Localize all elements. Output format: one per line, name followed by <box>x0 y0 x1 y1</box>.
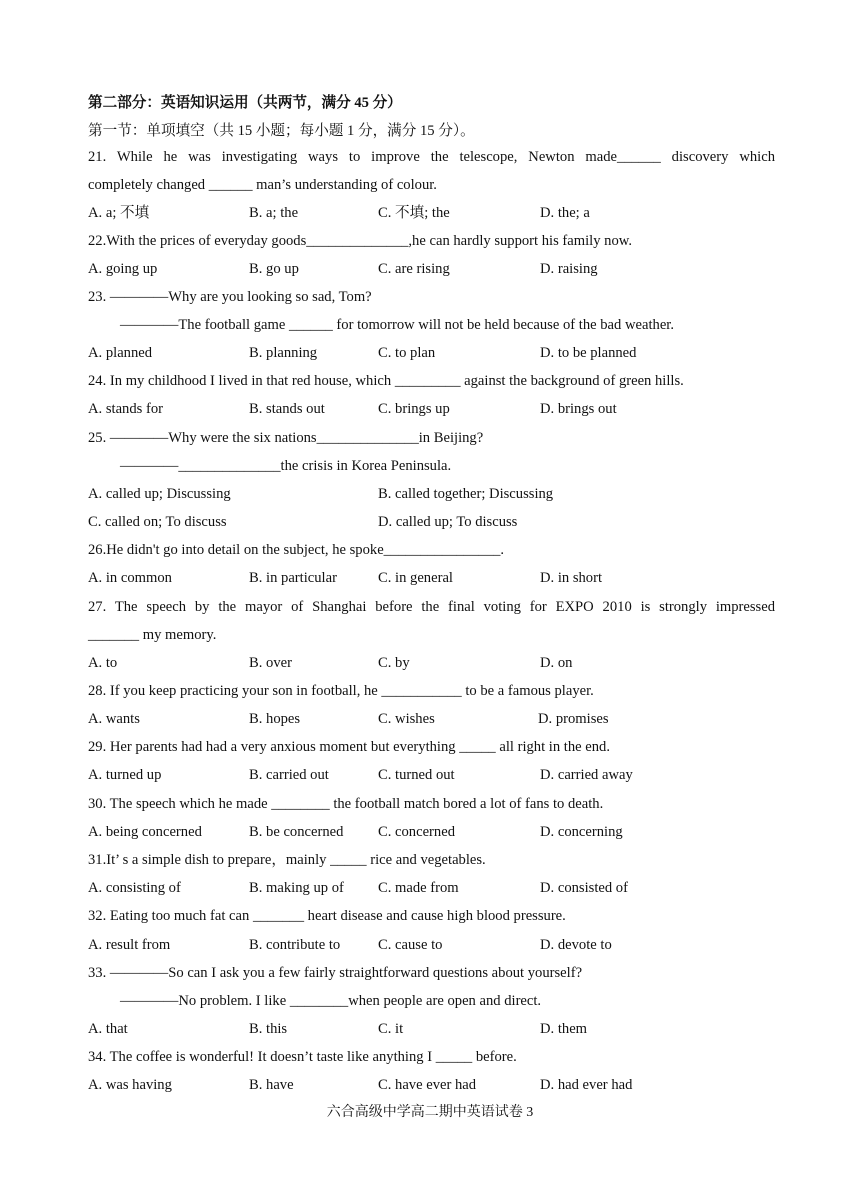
options-row <box>88 568 775 588</box>
page-footer: 六合高级中学高二期中英语试卷 3 <box>326 1105 534 1120</box>
option-b: B. called together; Discussing <box>378 486 554 502</box>
options-row <box>88 765 775 785</box>
question-text: 30. The speech which he made ________ the football match bored a lot of fans to death. <box>88 796 604 812</box>
option-a: A. was having <box>88 1077 172 1093</box>
question-text: 21. While he was investigating ways to improve the telescope, Newton made______ discovery which <box>88 149 775 165</box>
option-d: D. had ever had <box>540 1077 633 1093</box>
option-c: C. to plan <box>378 345 436 361</box>
option-c: C. made from <box>378 880 459 896</box>
option-a: A. called up; Discussing <box>88 486 231 502</box>
options-row <box>88 484 775 504</box>
option-b: B. hopes <box>249 711 301 727</box>
options-row <box>88 203 775 223</box>
option-c: C. have ever had <box>378 1077 477 1093</box>
options-row <box>88 822 775 842</box>
option-d: D. the; a <box>540 205 590 221</box>
option-d: D. consisted of <box>540 880 628 896</box>
option-d: D. on <box>540 655 573 671</box>
option-b: B. contribute to <box>249 937 341 953</box>
question-text: 33. ————So can I ask you a few fairly straightforward questions about yourself? <box>88 965 583 981</box>
option-c: C. in general <box>378 570 453 586</box>
question-text: ————No problem. I like ________when people are open and direct. <box>120 993 542 1009</box>
option-b: B. in particular <box>249 570 337 586</box>
option-d: D. raising <box>540 261 598 277</box>
option-a: A. to <box>88 655 118 671</box>
options-row <box>88 653 775 673</box>
option-b: B. be concerned <box>249 824 344 840</box>
question-text: 32. Eating too much fat can _______ heart disease and cause high blood pressure. <box>88 908 566 924</box>
question-text: 24. In my childhood I lived in that red house, which _________ against the background of green hills. <box>88 373 684 389</box>
question-text: 26.He didn't go into detail on the subject, he spoke________________. <box>88 542 505 558</box>
option-c: C. 不填; the <box>378 205 450 221</box>
options-row <box>88 1075 775 1095</box>
option-d: D. in short <box>540 570 603 586</box>
option-c: C. wishes <box>378 711 435 727</box>
options-row <box>88 935 775 955</box>
option-c: C. by <box>378 655 410 671</box>
option-d: D. brings out <box>540 401 617 417</box>
option-c: C. turned out <box>378 767 455 783</box>
option-c: C. brings up <box>378 401 450 417</box>
option-c: C. are rising <box>378 261 450 277</box>
option-b: B. have <box>249 1077 294 1093</box>
option-b: B. making up of <box>249 880 344 896</box>
option-a: A. wants <box>88 711 140 727</box>
option-b: B. this <box>249 1021 288 1037</box>
option-a: A. turned up <box>88 767 162 783</box>
question-text: 25. ————Why were the six nations______________in Beijing? <box>88 430 484 446</box>
option-a: A. that <box>88 1021 128 1037</box>
options-row <box>88 878 775 898</box>
option-a: A. planned <box>88 345 153 361</box>
option-b: B. a; the <box>249 205 299 221</box>
options-row <box>88 399 775 419</box>
option-a: A. in common <box>88 570 172 586</box>
options-row <box>88 709 775 729</box>
option-c: C. cause to <box>378 937 443 953</box>
question-text: 23. ————Why are you looking so sad, Tom? <box>88 289 372 305</box>
options-row <box>88 1019 775 1039</box>
section-title: 第二部分：英语知识运用（共两节，满分 45 分） <box>88 95 402 111</box>
option-b: B. go up <box>249 261 299 277</box>
option-a: A. being concerned <box>88 824 202 840</box>
options-row <box>88 259 775 279</box>
question-text: completely changed ______ man’s understanding of colour. <box>88 177 437 193</box>
option-d: D. to be planned <box>540 345 637 361</box>
question-text: 27. The speech by the mayor of Shanghai before the final voting for EXPO 2010 is strongly impressed <box>88 599 775 615</box>
option-c: C. it <box>378 1021 404 1037</box>
option-a: A. a; 不填 <box>88 205 150 221</box>
section-subtitle: 第一节：单项填空（共 15 小题；每小题 1 分，满分 15 分）。 <box>88 123 475 139</box>
question-text: 28. If you keep practicing your son in football, he ___________ to be a famous player. <box>88 683 594 699</box>
question-text: _______ my memory. <box>88 627 217 643</box>
option-d: D. called up; To discuss <box>378 514 518 530</box>
option-d: D. them <box>540 1021 588 1037</box>
question-text: 22.With the prices of everyday goods______________,he can hardly support his family now. <box>88 233 633 249</box>
question-text: 31.It’ s a simple dish to prepare，mainly _____ rice and vegetables. <box>88 852 486 868</box>
option-b: B. over <box>249 655 292 671</box>
options-row <box>88 343 775 363</box>
option-a: A. consisting of <box>88 880 181 896</box>
option-d: D. devote to <box>540 937 612 953</box>
option-a: A. going up <box>88 261 158 277</box>
option-d: D. carried away <box>540 767 633 783</box>
question-text: 29. Her parents had had a very anxious moment but everything _____ all right in the end. <box>88 739 611 755</box>
option-b: B. carried out <box>249 767 329 783</box>
option-b: B. stands out <box>249 401 325 417</box>
question-text: 34. The coffee is wonderful! It doesn’t taste like anything I _____ before. <box>88 1049 517 1065</box>
option-c: C. called on; To discuss <box>88 514 227 530</box>
option-d: D. concerning <box>540 824 623 840</box>
options-row <box>88 512 775 532</box>
question-text: ————The football game ______ for tomorrow will not be held because of the bad weather. <box>120 317 675 333</box>
question-text: ————______________the crisis in Korea Peninsula. <box>120 458 452 474</box>
option-a: A. result from <box>88 937 171 953</box>
option-c: C. concerned <box>378 824 455 840</box>
option-a: A. stands for <box>88 401 163 417</box>
option-b: B. planning <box>249 345 318 361</box>
option-d: D. promises <box>538 711 609 727</box>
